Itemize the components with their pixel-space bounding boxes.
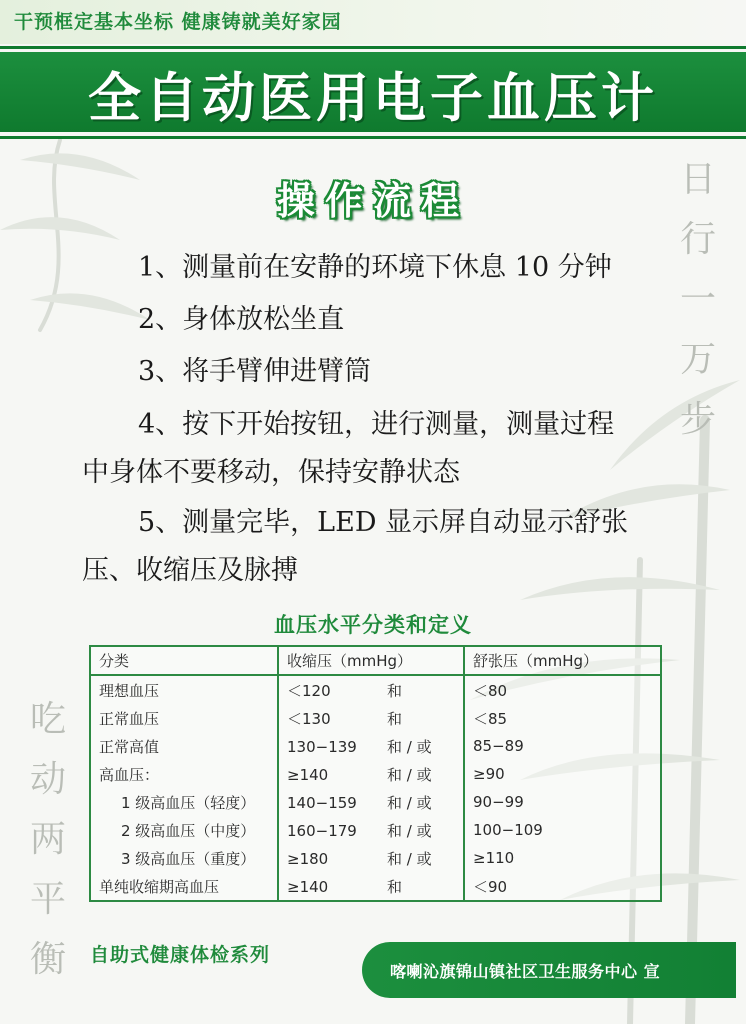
step-3-text: 3、将手臂伸进臂筒	[138, 356, 372, 387]
header-diastolic: 舒张压（mmHg）	[464, 646, 661, 675]
row-category: 理想血压	[90, 675, 278, 704]
row-systolic: ≥180	[287, 849, 329, 868]
row-systolic-cell	[278, 704, 464, 732]
step-5-text-line1: 5、测量完毕，LED 显示屏自动显示舒张	[138, 507, 629, 538]
row-systolic: 130−139	[287, 737, 357, 756]
row-category: 2 级高血压（中度）	[121, 821, 256, 840]
table-row	[90, 760, 661, 788]
row-systolic: 140−159	[287, 793, 357, 812]
row-systolic: ＜130	[287, 709, 331, 728]
row-conjunction: 和	[387, 709, 403, 728]
row-diastolic: ≥110	[464, 844, 661, 872]
row-systolic-cell	[278, 760, 464, 788]
row-systolic: ＜120	[287, 681, 331, 700]
step-4	[82, 401, 682, 497]
step-3	[82, 348, 682, 396]
row-conjunction: 和	[387, 681, 403, 700]
row-systolic-cell	[278, 788, 464, 816]
row-diastolic: 90−99	[464, 788, 661, 816]
step-2-text: 2、身体放松坐直	[138, 304, 345, 335]
right-vertical-calligraphy: 日行一万步	[679, 159, 716, 440]
row-conjunction: 和 / 或	[387, 849, 432, 868]
row-category: 高血压：	[90, 760, 278, 788]
table-title: 血压水平分类和定义	[274, 613, 472, 637]
row-diastolic: 85−89	[464, 732, 661, 760]
row-diastolic: 100−109	[464, 816, 661, 844]
row-diastolic: ＜80	[464, 675, 661, 704]
row-category-cell	[90, 816, 278, 844]
header-systolic: 收缩压（mmHg）	[278, 646, 464, 675]
step-1	[82, 244, 682, 292]
row-diastolic: ＜90	[464, 872, 661, 901]
row-systolic-cell	[278, 816, 464, 844]
table-header-row	[90, 646, 661, 675]
table-row	[90, 816, 661, 844]
row-conjunction: 和 / 或	[387, 765, 432, 784]
left-vertical-calligraphy: 吃动两平衡	[29, 699, 66, 980]
step-5-text-line2: 压、收缩压及脉搏	[82, 555, 298, 586]
row-diastolic: ≥90	[464, 760, 661, 788]
row-systolic-cell	[278, 844, 464, 872]
header-category: 分类	[90, 646, 278, 675]
table-row	[90, 675, 661, 704]
step-4-text-line1: 4、按下开始按钮，进行测量，测量过程	[138, 409, 615, 440]
step-1-text: 1、测量前在安静的环境下休息 10 分钟	[138, 252, 612, 283]
row-conjunction: 和 / 或	[387, 793, 432, 812]
step-2	[82, 296, 682, 344]
row-category: 正常高值	[90, 732, 278, 760]
row-category: 3 级高血压（重度）	[121, 849, 256, 868]
table-row	[90, 844, 661, 872]
footer-organization: 喀喇沁旗锦山镇社区卫生服务中心 宣	[390, 962, 661, 981]
table-row	[90, 788, 661, 816]
row-category: 单纯收缩期高血压	[90, 872, 278, 901]
row-category-cell	[90, 844, 278, 872]
header-slogan: 干预框定基本坐标 健康铸就美好家园	[14, 11, 342, 33]
procedure-title: 操作流程	[276, 179, 469, 223]
row-category: 1 级高血压（轻度）	[121, 793, 256, 812]
row-systolic: ≥140	[287, 765, 329, 784]
step-4-text-line2: 中身体不要移动，保持安静状态	[82, 457, 460, 488]
table-row	[90, 732, 661, 760]
page-title: 全自动医用电子血压计	[88, 68, 658, 129]
row-diastolic: ＜85	[464, 704, 661, 732]
title-divider-bottom	[0, 136, 746, 139]
series-label: 自助式健康体检系列	[90, 944, 271, 966]
blood-pressure-table	[89, 645, 662, 902]
row-systolic: ≥140	[287, 877, 329, 896]
table-row	[90, 872, 661, 901]
row-systolic-cell	[278, 675, 464, 704]
title-divider-top	[0, 46, 746, 49]
step-5	[82, 499, 682, 595]
row-conjunction: 和 / 或	[387, 821, 432, 840]
row-systolic: 160−179	[287, 821, 357, 840]
row-conjunction: 和	[387, 877, 403, 896]
row-conjunction: 和 / 或	[387, 737, 432, 756]
row-systolic-cell	[278, 732, 464, 760]
table-row	[90, 704, 661, 732]
row-category: 正常血压	[90, 704, 278, 732]
row-systolic-cell	[278, 872, 464, 901]
row-category-cell	[90, 788, 278, 816]
